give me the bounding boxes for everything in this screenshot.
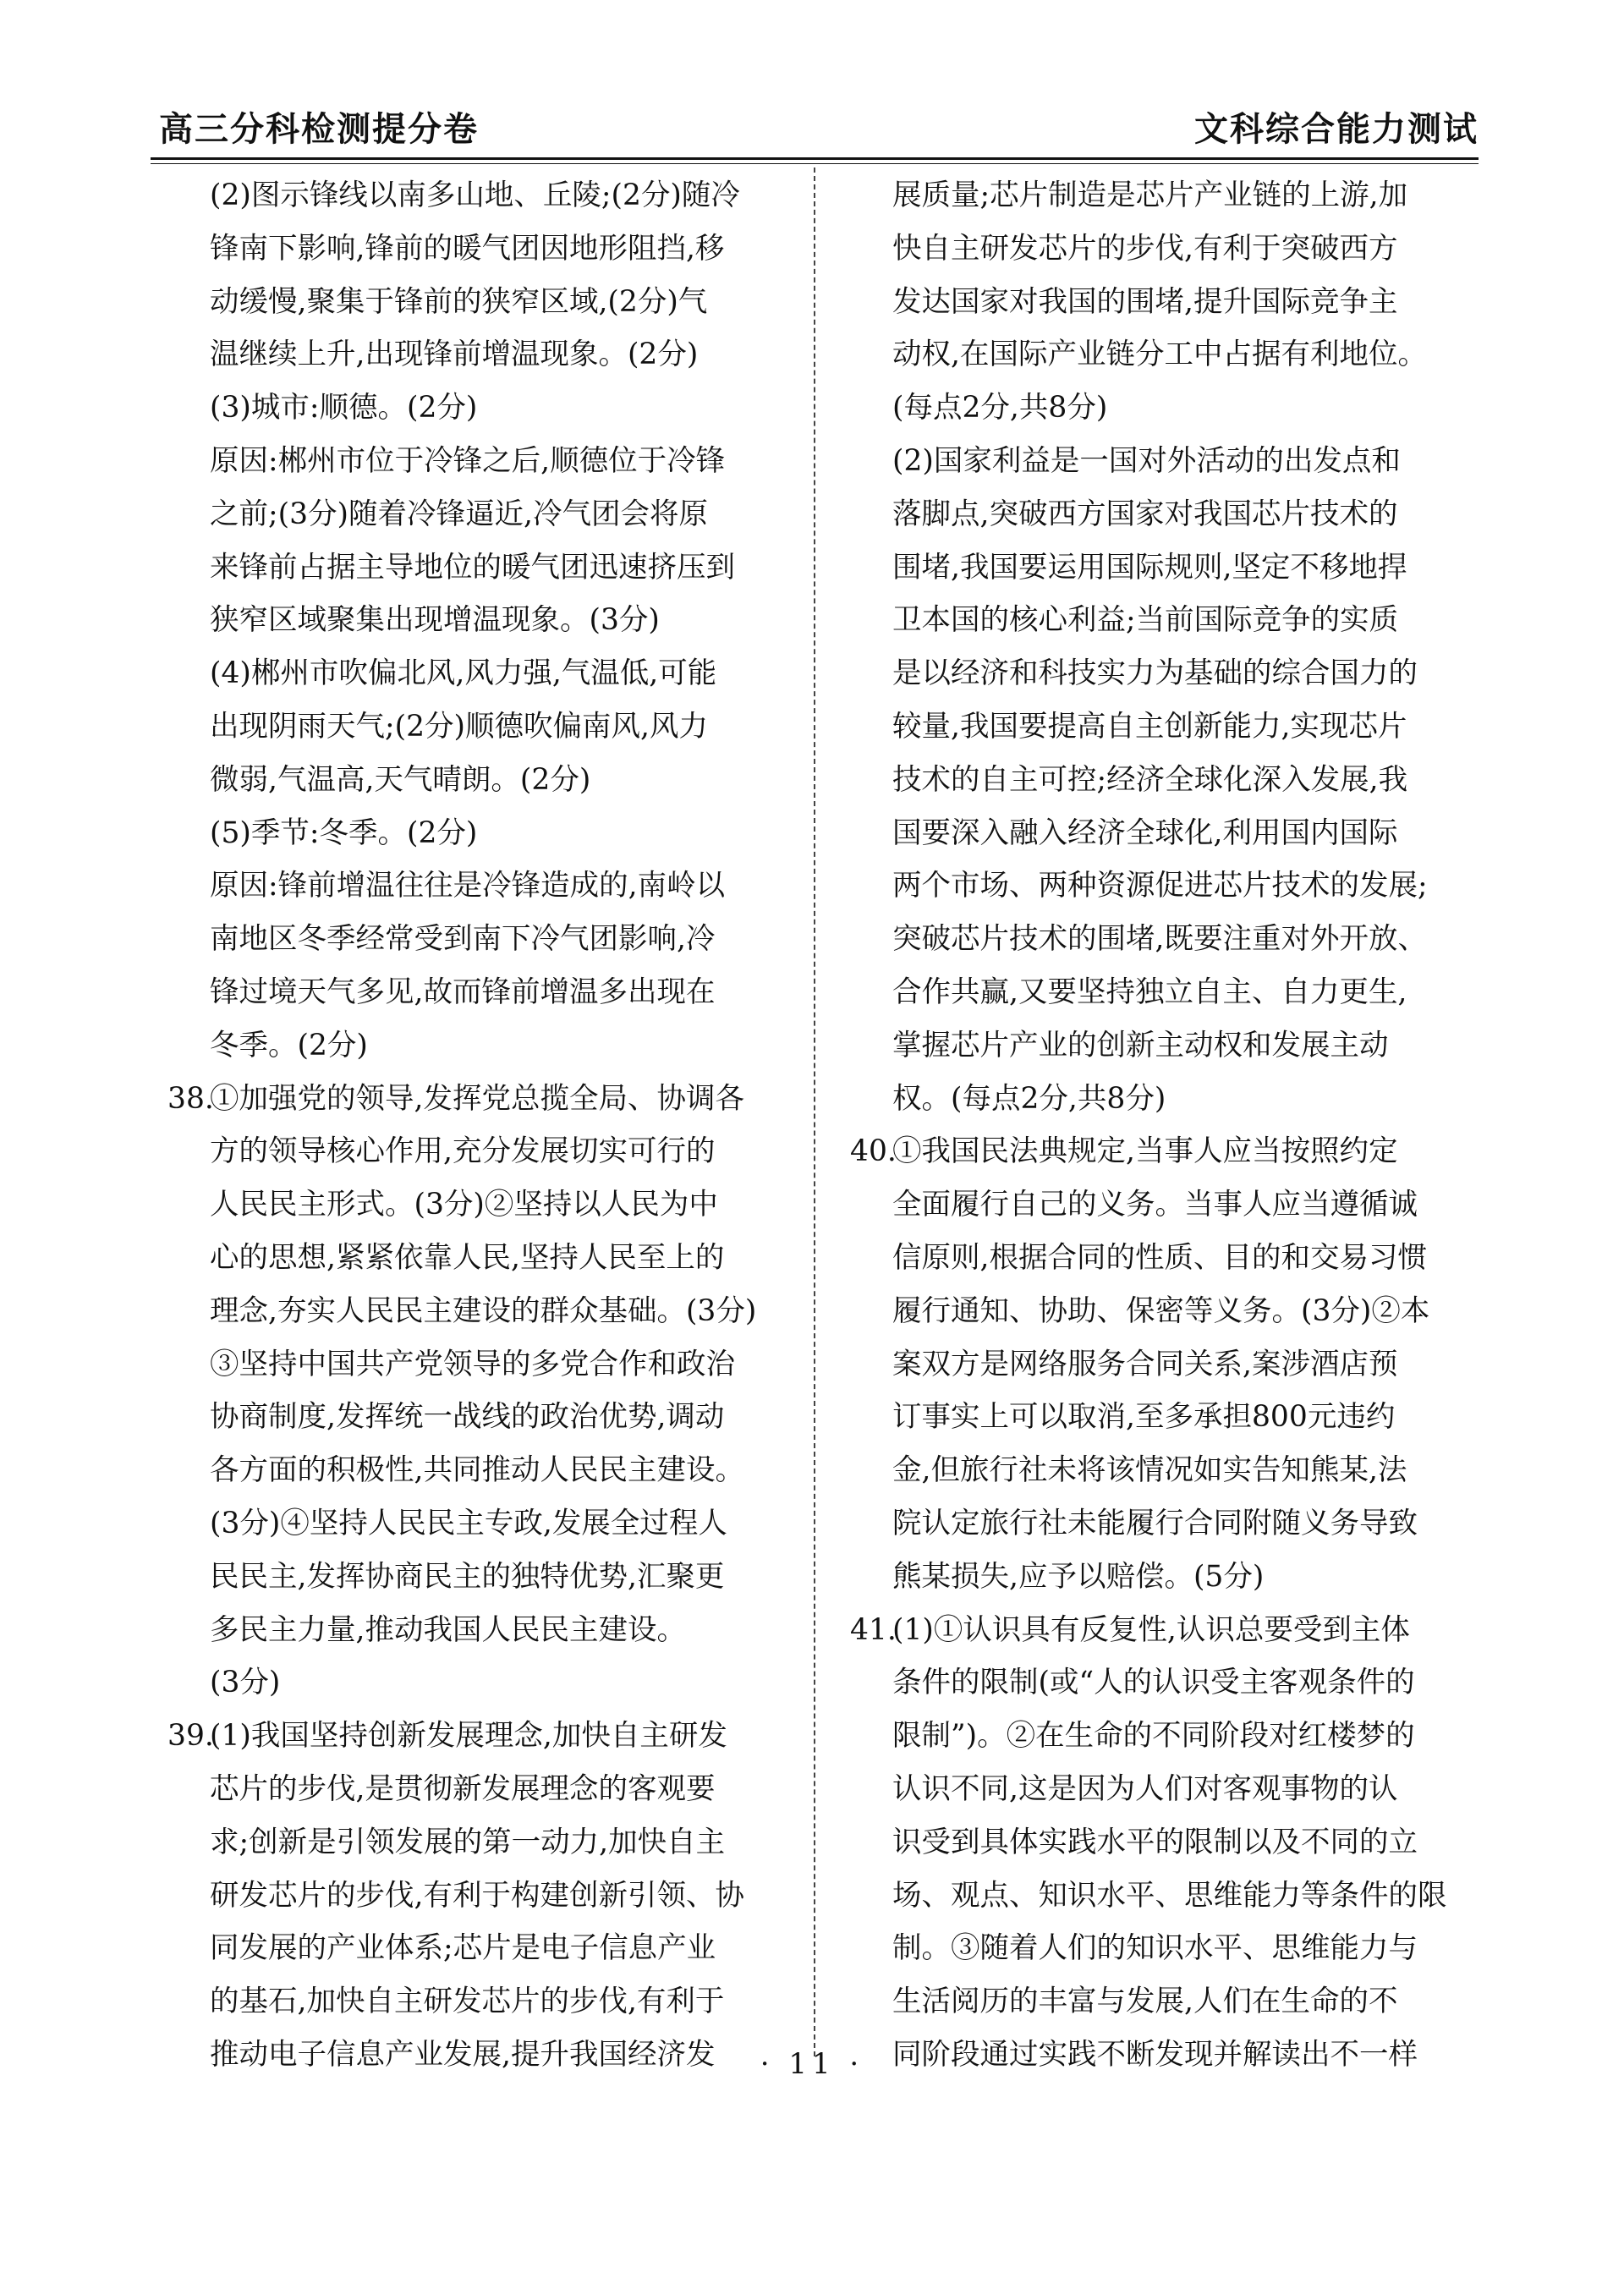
text-line xyxy=(850,807,1486,860)
line-text: 心的思想,紧紧依靠人民,坚持人民至上的 xyxy=(210,1240,725,1275)
line-text: 之前;(3分)随着冷锋逼近,冷气团会将原 xyxy=(210,497,708,531)
line-text: 生活阅历的丰富与发展,人们在生命的不 xyxy=(892,1985,1398,2019)
text-line xyxy=(167,1338,804,1392)
text-line xyxy=(850,966,1486,1019)
text-line xyxy=(850,1444,1486,1497)
line-text: 突破芯片技术的围堵,既要注重对外开放、 xyxy=(892,922,1427,957)
text-line xyxy=(167,488,804,541)
text-line xyxy=(850,1285,1486,1338)
text-line xyxy=(167,1125,804,1178)
text-line xyxy=(167,594,804,647)
text-line xyxy=(167,1551,804,1604)
line-text: 微弱,气温高,天气晴朗。(2分) xyxy=(210,762,591,797)
text-line xyxy=(167,1444,804,1497)
line-text: 技术的自主可控;经济全球化深入发展,我 xyxy=(892,762,1408,797)
text-line xyxy=(850,1338,1486,1392)
line-text: (3)城市:顺德。(2分) xyxy=(210,391,478,426)
line-text: 信原则,根据合同的性质、目的和交易习惯 xyxy=(892,1240,1427,1275)
line-text: 院认定旅行社未能履行合同附随义务导致 xyxy=(892,1506,1418,1540)
line-text: ①加强党的领导,发挥党总揽全局、协调各 xyxy=(210,1081,744,1116)
line-text: 案双方是网络服务合同关系,案涉酒店预 xyxy=(892,1347,1398,1381)
column-divider xyxy=(814,167,815,2056)
line-text: (4)郴州市吹偏北风,风力强,气温低,可能 xyxy=(210,656,717,691)
text-line xyxy=(167,1922,804,1975)
text-line xyxy=(850,1125,1486,1178)
line-text: 快自主研发芯片的步伐,有利于突破西方 xyxy=(892,231,1398,266)
text-line xyxy=(850,1391,1486,1444)
line-text: 来锋前占据主导地位的暖气团迅速挤压到 xyxy=(210,550,735,585)
line-text: 各方面的积极性,共同推动人民民主建设。 xyxy=(210,1453,744,1488)
text-line xyxy=(850,1073,1486,1126)
line-text: (3分)④坚持人民民主专政,发展全过程人 xyxy=(210,1506,727,1540)
line-text: (1)①认识具有反复性,认识总要受到主体 xyxy=(892,1612,1410,1647)
text-line xyxy=(850,1710,1486,1763)
right-column xyxy=(850,169,1486,2082)
text-line xyxy=(167,1178,804,1232)
line-text: 制。③随着人们的知识水平、思维能力与 xyxy=(892,1931,1418,1966)
line-text: 认识不同,这是因为人们对客观事物的认 xyxy=(892,1771,1398,1806)
text-line xyxy=(167,222,804,276)
line-text: 求;创新是引领发展的第一动力,加快自主 xyxy=(210,1825,726,1859)
text-line xyxy=(167,1816,804,1869)
question-number: 39. xyxy=(167,1719,214,1754)
page-number: · 11 · xyxy=(760,2047,864,2081)
text-line xyxy=(850,328,1486,382)
line-text: 动缓慢,聚集于锋前的狭窄区域,(2分)气 xyxy=(210,284,708,319)
line-text: 熊某损失,应予以赔偿。(5分) xyxy=(892,1559,1265,1594)
text-line xyxy=(850,647,1486,700)
line-text: 南地区冬季经常受到南下冷气团影响,冷 xyxy=(210,922,716,957)
line-text: 金,但旅行社未将该情况如实告知熊某,法 xyxy=(892,1453,1407,1488)
line-text: (5)季节:冬季。(2分) xyxy=(210,815,478,850)
line-text: (1)我国坚持创新发展理念,加快自主研发 xyxy=(210,1719,727,1754)
line-text: 多民主力量,推动我国人民民主建设。 xyxy=(210,1612,686,1647)
line-text: 围堵,我国要运用国际规则,坚定不移地捍 xyxy=(892,550,1407,585)
line-text: 原因:锋前增温往往是冷锋造成的,南岭以 xyxy=(210,869,726,903)
text-line xyxy=(850,1869,1486,1923)
text-line xyxy=(167,966,804,1019)
text-line xyxy=(167,1604,804,1657)
text-line xyxy=(167,541,804,595)
line-text: 订事实上可以取消,至多承担800元违约 xyxy=(892,1400,1396,1435)
line-text: 原因:郴州市位于冷锋之后,顺德位于冷锋 xyxy=(210,443,726,478)
text-line xyxy=(850,1019,1486,1073)
line-text: 方的领导核心作用,充分发展切实可行的 xyxy=(210,1134,716,1169)
line-text: 同发展的产业体系;芯片是电子信息产业 xyxy=(210,1931,716,1966)
line-text: 限制”)。②在生命的不同阶段对红楼梦的 xyxy=(892,1719,1415,1754)
text-line xyxy=(850,700,1486,754)
question-number: 40. xyxy=(850,1134,897,1169)
text-line xyxy=(167,1656,804,1710)
line-text: (2)国家利益是一国对外活动的出发点和 xyxy=(892,443,1401,478)
line-text: 理念,夯实人民民主建设的群众基础。(3分) xyxy=(210,1293,757,1328)
line-text: 推动电子信息产业发展,提升我国经济发 xyxy=(210,2037,716,2072)
line-text: 动权,在国际产业链分工中占据有利地位。 xyxy=(892,338,1427,372)
text-line xyxy=(850,1763,1486,1816)
line-text: 识受到具体实践水平的限制以及不同的立 xyxy=(892,1825,1418,1859)
line-text: 锋南下影响,锋前的暖气团因地形阻挡,移 xyxy=(210,231,725,266)
text-line xyxy=(167,1710,804,1763)
line-text: 温继续上升,出现锋前增温现象。(2分) xyxy=(210,338,699,372)
text-line xyxy=(167,647,804,700)
text-line xyxy=(850,1656,1486,1710)
text-line xyxy=(167,1019,804,1073)
text-line xyxy=(167,276,804,329)
line-text: 出现阴雨天气;(2分)顺德吹偏南风,风力 xyxy=(210,709,708,744)
text-line xyxy=(850,913,1486,966)
text-line xyxy=(850,1551,1486,1604)
line-text: 芯片的步伐,是贯彻新发展理念的客观要 xyxy=(210,1771,716,1806)
line-text: 履行通知、协助、保密等义务。(3分)②本 xyxy=(892,1293,1430,1328)
text-line xyxy=(167,913,804,966)
text-line xyxy=(167,435,804,488)
line-text: 较量,我国要提高自主创新能力,实现芯片 xyxy=(892,709,1407,744)
text-line xyxy=(850,1604,1486,1657)
header-rule-thin xyxy=(151,163,1479,164)
page-header xyxy=(151,110,1479,156)
header-right-title: 文科综合能力测试 xyxy=(1194,109,1479,149)
text-line xyxy=(850,1922,1486,1975)
line-text: 冬季。(2分) xyxy=(210,1028,368,1062)
line-text: 人民民主形式。(3分)②坚持以人民为中 xyxy=(210,1188,718,1222)
text-line xyxy=(850,276,1486,329)
text-line xyxy=(167,754,804,807)
line-text: 协商制度,发挥统一战线的政治优势,调动 xyxy=(210,1400,725,1435)
line-text: 条件的限制(或“人的认识受主客观条件的 xyxy=(892,1666,1415,1700)
line-text: (2)图示锋线以南多山地、丘陵;(2分)随冷 xyxy=(210,178,740,212)
text-line xyxy=(850,382,1486,435)
line-text: (每点2分,共8分) xyxy=(892,391,1108,426)
question-number: 41. xyxy=(850,1612,897,1647)
text-line xyxy=(167,1763,804,1816)
line-text: 落脚点,突破西方国家对我国芯片技术的 xyxy=(892,497,1398,531)
text-line xyxy=(167,169,804,222)
line-text: 场、观点、知识水平、思维能力等条件的限 xyxy=(892,1878,1447,1913)
text-line xyxy=(167,1497,804,1551)
line-text: 全面履行自己的义务。当事人应当遵循诚 xyxy=(892,1188,1418,1222)
left-column xyxy=(167,169,804,2082)
line-text: 民民主,发挥协商民主的独特优势,汇聚更 xyxy=(210,1559,725,1594)
text-line xyxy=(167,1391,804,1444)
line-text: 掌握芯片产业的创新主动权和发展主动 xyxy=(892,1028,1389,1062)
line-text: 展质量;芯片制造是芯片产业链的上游,加 xyxy=(892,178,1408,212)
text-line xyxy=(850,1232,1486,1285)
text-line xyxy=(850,594,1486,647)
line-text: 发达国家对我国的围堵,提升国际竞争主 xyxy=(892,284,1398,319)
line-text: ③坚持中国共产党领导的多党合作和政治 xyxy=(210,1347,735,1381)
text-line xyxy=(850,1178,1486,1232)
text-line xyxy=(167,807,804,860)
line-text: (3分) xyxy=(210,1666,281,1700)
text-line xyxy=(167,1869,804,1923)
text-line xyxy=(167,859,804,913)
line-text: 的基石,加快自主研发芯片的步伐,有利于 xyxy=(210,1985,725,2019)
header-left-title: 高三分科检测提分卷 xyxy=(159,109,479,149)
text-line xyxy=(850,1975,1486,2029)
line-text: 合作共赢,又要坚持独立自主、自力更生, xyxy=(892,975,1407,1009)
line-text: 研发芯片的步伐,有利于构建创新引领、协 xyxy=(210,1878,744,1913)
line-text: 卫本国的核心利益;当前国际竞争的实质 xyxy=(892,603,1399,638)
text-line xyxy=(167,1285,804,1338)
text-line xyxy=(850,754,1486,807)
line-text: 是以经济和科技实力为基础的综合国力的 xyxy=(892,656,1418,691)
text-line xyxy=(850,488,1486,541)
text-line xyxy=(167,328,804,382)
text-line xyxy=(167,1975,804,2029)
line-text: ①我国民法典规定,当事人应当按照约定 xyxy=(892,1134,1398,1169)
text-line xyxy=(850,435,1486,488)
text-line xyxy=(850,1497,1486,1551)
line-text: 同阶段通过实践不断发现并解读出不一样 xyxy=(892,2037,1418,2072)
text-line xyxy=(850,541,1486,595)
line-text: 权。(每点2分,共8分) xyxy=(892,1081,1166,1116)
line-text: 两个市场、两种资源促进芯片技术的发展; xyxy=(892,869,1428,903)
text-line xyxy=(167,700,804,754)
text-line xyxy=(167,1073,804,1126)
text-line xyxy=(167,1232,804,1285)
line-text: 国要深入融入经济全球化,利用国内国际 xyxy=(892,815,1398,850)
text-line xyxy=(167,382,804,435)
line-text: 锋过境天气多见,故而锋前增温多出现在 xyxy=(210,975,716,1009)
text-line xyxy=(850,222,1486,276)
text-line xyxy=(850,1816,1486,1869)
header-rule xyxy=(151,157,1479,160)
line-text: 狭窄区域聚集出现增温现象。(3分) xyxy=(210,603,660,638)
text-line xyxy=(850,859,1486,913)
text-line xyxy=(850,169,1486,222)
question-number: 38. xyxy=(167,1081,214,1116)
